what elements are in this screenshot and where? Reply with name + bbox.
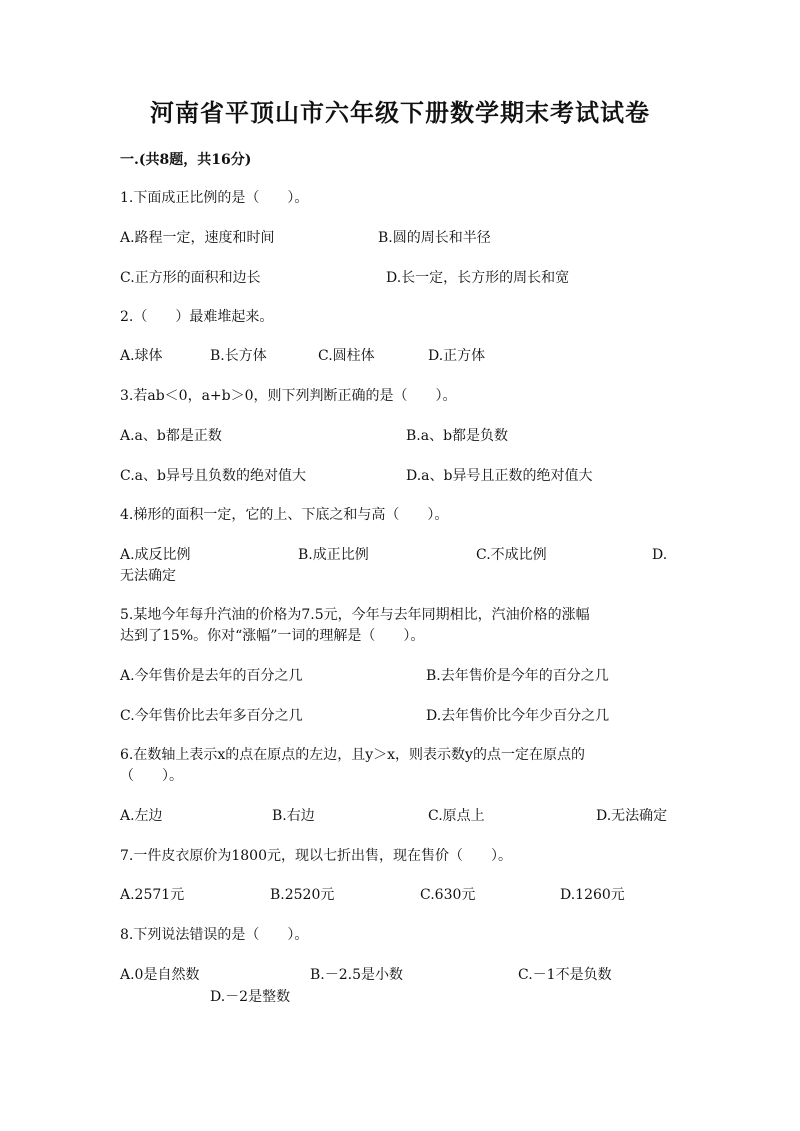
question-6-option-c: C.原点上: [428, 808, 485, 824]
question-4-option-d-continued: 无法确定: [120, 568, 176, 584]
question-5-option-c: C.今年售价比去年多百分之几: [120, 708, 303, 724]
question-8-option-d: D.－2是整数: [210, 989, 291, 1005]
question-6-stem-line-2: （ ）。: [120, 768, 183, 784]
question-4-option-c: C.不成比例: [476, 547, 547, 563]
question-6-option-d: D.无法确定: [596, 808, 668, 824]
question-5-option-d: D.去年售价比今年少百分之几: [426, 708, 610, 724]
question-8-option-b: B.－2.5是小数: [310, 967, 404, 983]
question-8-stem: 8.下列说法错误的是（ ）。: [120, 927, 309, 943]
question-5-option-a: A.今年售价是去年的百分之几: [120, 668, 303, 684]
question-1-option-a: A.路程一定，速度和时间: [120, 230, 275, 246]
question-3-option-b: B.a、b都是负数: [406, 428, 509, 444]
question-7-option-b: B.2520元: [270, 887, 335, 903]
question-7-option-d: D.1260元: [560, 887, 625, 903]
question-5-option-b: B.去年售价是今年的百分之几: [426, 668, 609, 684]
question-4-option-d: D.: [652, 547, 668, 563]
page-title: 河南省平顶山市六年级下册数学期末考试试卷: [150, 98, 650, 127]
question-2-option-b: B.长方体: [210, 348, 267, 364]
question-1-option-d: D.长一定，长方形的周长和宽: [386, 270, 570, 286]
question-2-option-d: D.正方体: [428, 348, 486, 364]
section-heading: 一.(共8题，共16分): [120, 152, 252, 168]
question-4-option-b: B.成正比例: [298, 547, 369, 563]
question-1-option-c: C.正方形的面积和边长: [120, 270, 261, 286]
question-7-stem: 7.一件皮衣原价为1800元，现以七折出售，现在售价（ ）。: [120, 848, 512, 864]
question-3-option-c: C.a、b异号且负数的绝对值大: [120, 468, 306, 484]
question-8-option-a: A.0是自然数: [120, 967, 200, 983]
question-3-option-d: D.a、b异号且正数的绝对值大: [406, 468, 593, 484]
question-2-option-c: C.圆柱体: [318, 348, 375, 364]
question-6-option-a: A.左边: [120, 808, 163, 824]
question-7-option-a: A.2571元: [120, 887, 185, 903]
question-7-option-c: C.630元: [420, 887, 476, 903]
question-8-option-c: C.－1不是负数: [518, 967, 612, 983]
question-2-option-a: A.球体: [120, 348, 163, 364]
question-4-option-a: A.成反比例: [120, 547, 191, 563]
question-5-stem-line-2: 达到了15%。你对“涨幅”一词的理解是（ ）。: [120, 628, 425, 644]
question-2-stem: 2.（ ）最难堆起来。: [120, 309, 274, 325]
question-4-stem: 4.梯形的面积一定，它的上、下底之和与高（ ）。: [120, 507, 449, 523]
question-1-option-b: B.圆的周长和半径: [378, 230, 491, 246]
question-3-stem: 3.若ab＜0，a+b＞0，则下列判断正确的是（ ）。: [120, 388, 457, 404]
question-6-stem-line-1: 6.在数轴上表示x的点在原点的左边，且y＞x，则表示数y的点一定在原点的: [120, 747, 585, 763]
question-5-stem-line-1: 5.某地今年每升汽油的价格为7.5元，今年与去年同期相比，汽油价格的涨幅: [120, 607, 590, 623]
question-6-option-b: B.右边: [272, 808, 315, 824]
question-3-option-a: A.a、b都是正数: [120, 428, 222, 444]
question-1-stem: 1.下面成正比例的是（ ）。: [120, 190, 309, 206]
